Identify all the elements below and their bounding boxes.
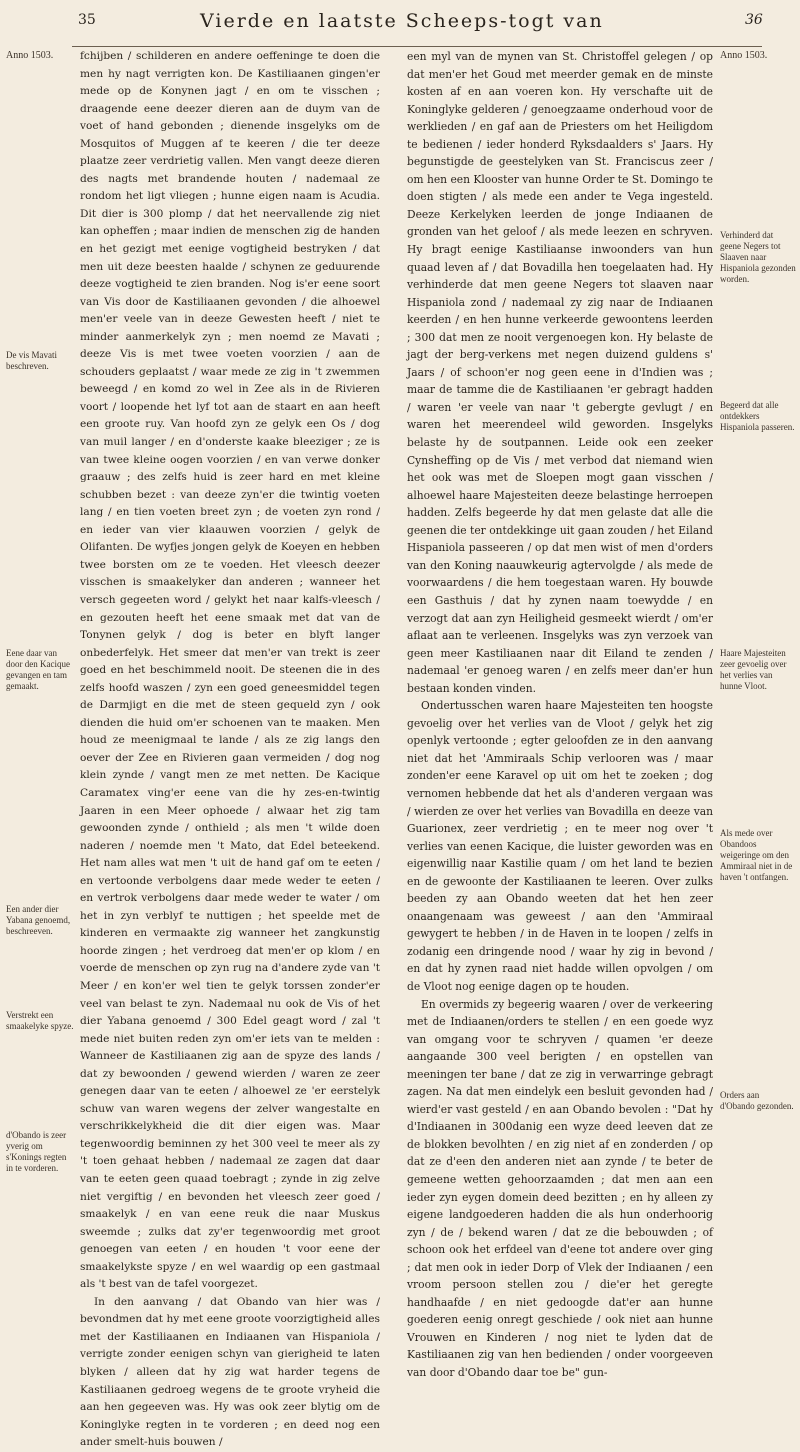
margin-note-vloot: Haare Majesteiten zeer gevoelig over het verlies van hunne Vloot. [720, 648, 787, 691]
right-paragraph-2: Ondertusschen waren haare Majesteiten ten hoogste gevoelig over het verlies van de Vloot / gelyk het zig openlyk vertoonde ; egter geloofden ze in den aanvang niet dat het 'Ammiraals Schip verlooren was / maar zonden'er eene Karavel op uit om het te zoeken ; dog vernomen hebbende dat het als d'anderen vergaan was / wierden ze over het verlies van Bovadilla en deeze van Guarionex, zeer verdrietig ; en te meer nog over 't verlies van eenen Kacique, die luister geworden was en eigenwillig naar Kastilie quam / om het land te bezien en de gewoonte der Kastiliaanen te leeren. Over zulks beeden zy aan Obando weeten dat het hen zeer onaangenaam was geweest / aan den 'Ammiraal gewygert te hebben / in de Haven in te loopen / zelfs in zodanig een dringende nood / waar hy zig in bevond / en dat hy zynen raad niet hadde willen opvolgen / om de Vloot nog eenige dagen op te houden. [407, 699, 713, 993]
left-paragraph-1: fchijben / schilderen en andere oeffeninge te doen die men hy nagt verrigten kon. De Kastiliaanen gingen'er mede op de Konynen jagt / en om te visschen ; draagende eene deezer dieren aan de duym van de voet of hand gebonden ; dienende insgelyks om de Mosquitos of Muggen af te keeren / die ter deeze plaatze zeer verdrietig vallen. Men vangt deeze dieren des nagts met brandende houten / nademaal ze rondom het ligt vliegen ; hunne eigen naam is Acudia. Dit dier is 300 plomp / dat het neervallende zig niet kan opheffen ; maar indien de menschen zig de handen en het gezigt met eenige vogtigheid bestryken / dat men uit deze beesten haalde / schynen ze geduurende deeze vogtigheid te zien branden. Nog is'er eene soort van Vis door de Kastiliaanen gevonden / die alhoewel men'er veele van in deeze Gewesten heeft / niet te minder aanmerkelyk zyn ; men noemd ze Mavati ; deeze Vis is met twee voeten voorzien / aan de schouders geplaatst / waar mede ze zig in 't zwemmen beweegd / en komd zo wel in Zee als in de Rivieren voort / loopende het lyf tot aan de staart en aan heeft een groote ruy. Van hoofd zyn ze gelyk een Os / dog van muil langer / en d'onderste kaake bleeziger ; ze is van twee kleine oogen voorzien / en van verwe donker graauw ; des zelfs huid is zeer hard en met kleine schubben bezet : van deeze zyn'er die twintig voeten lang / en tien voeten breet zyn ; de voeten zyn rond / en ieder van vier klaauwen voorzien / gelyk de Olifanten. De wyfjes jongen gelyk de Koeyen en hebben twee borsten om ze te voeden. Het vleesch deezer visschen is smaakelyker dan anderen ; wanneer het versch gegeeten word / gelykt het naar kalfs-vleesch / en gezouten heeft het eene smaak met dat van de Tonynen gelyk / dog is beter en blyft langer onbederfelyk. Het smeer dat men'er van trekt is zeer goed en het beschimmeld nooit. De steenen die in des zelfs hoofd waszen / zyn een goed geneesmiddel tegen de Darmjigt en die met de steen gequeld zyn / ook dienden die huid om'er schoenen van te maaken. Men houd ze meenigmaal te lande / als ze zig langs den oever der Zee en Rivieren gaan vermeiden / dog nog klein zynde / vangt men ze met netten. De Kacique Caramatex ving'er eene van die hy zes-en-twintig Jaaren in een Meer ophoede / alwaar het zig tam gewoonden zynde / onthield ; als men 't wilde doen naderen / noemde men 't Mato, dat Edel beteekend. Het nam alles wat men 't uit de hand gaf om te eeten / en vertoonde verbolgens daar mede weder te eeten / en vertrok verbolgens daar mede weder te water / om het in zyn verblyf te nuttigen ; het speelde met de kinderen en vermaakte zig wanneer het zangkunstig hoorde zingen ; het verdroeg dat men'er op klom / en voerde de menschen op zyn rug na d'andere zyde van 't Meer / en kon'er wel tien te gelyk torssen zonder'er veel van belast te zyn. Nademaal nu ook de Vis of het dier Yabana genoemd / 300 Edel geagt word / zal 't mede niet buiten reden zyn om'er iets van te melden : Wanneer de Kastiliaanen zig aan de spyze des lands / dat zy bewoonden / gewend wierden / waren ze zeer genegen daar van te eeten / alhoewel ze 'er eerstelyk schuw van waren wegens der zelver wangestalte en verschrikkelykheid die dit dier eigen was. Maar tegenwoordig beminnen zy het 300 veel te meer als zy 't toen gehaat hebben / nademaal ze zagen dat daar van te eeten geen quaad toebragt ; zynde in zig zelve niet vergiftig / en bevonden het vleesch zeer goed / smaakelyk / en van eene reuk die naar Muskus sweemde ; zulks dat zy'er tegenwoordig met groot genoegen van eeten / en houden 't voor eene der smaakelykste spyze / en wel waardig op een gastmaal als 't best van de tafel voorgezet. [80, 50, 380, 1291]
margin-note-year-right: Anno 1503. [720, 50, 768, 61]
right-paragraph-3: En overmids zy begeerig waaren / over de verkeering met de Indiaanen/orders te stellen / en een goede wyz van omgang voor te schryven / quamen 'er deeze aangaande 300 veel berigten / en opstellen van meeningen ter bane / dat ze zig in verwarringe gebragt zagen. Na dat men eindelyk een besluit gevonden had / wierd'er vast gesteld / en aan Obando bevolen : "Dat hy d'Indiaanen in 300danig een wyze deed leeven dat ze de blokken bevolhten / en zig niet af en zonderden / op dat ze d'een den anderen niet aan zynde / te beter de gemeene wetten gehoorzaamden ; dat men aan een ieder zyn eygen domein deed bezitten ; en hy alleen zy eigene landgoederen hadden die als hun onderhoorig zyn / de / bekend waren / dat ze die bebouwden ; of schoon ook het erfdeel van d'eene tot andere over ging ; dat men ook in ieder Dorp of Vlek der Indiaanen / een vroom persoon stellen zou / die'er het geregte handhaafde / en niet gedoogde dat'er aan hunne goederen eenig onregt geschiede / ook niet aan hunne Vrouwen en Kinderen / nog niet te lyden dat de Kastiliaanen zig van hen bedienden / onder voorgeeven van door d'Obando daar toe be" gun- [407, 997, 713, 1380]
margin-note-year-left: Anno 1503. [6, 50, 54, 61]
margin-note-orders: Orders aan d'Obando gezonden. [720, 1090, 794, 1111]
margin-note-obando: d'Obando is zeer yverig om s'Konings regten in te vorderen. [6, 1130, 67, 1173]
margin-note-spyze: Verstrekt een smaakelyke spyze. [6, 1010, 74, 1031]
left-paragraph-2: In den aanvang / dat Obando van hier was / bevondmen dat hy met eene groote voorzigtigheid alles met der Kastiliaanen en Indiaanen van Hispaniola / verrigte zonder eenigen schyn van gierigheid te laten blyken / alleen dat hy zig wat harder tegens de Kastiliaanen gedroeg wegens de te groote vryheid die aan hen gegeeven was. Hy was ook zeer blytig om de Koninglyke regten in te vorderen ; en deed nog een ander smelt-huis bouwen / [80, 1295, 380, 1449]
page-number-right: 36 [745, 12, 763, 28]
margin-note-haven: Als mede over Obandoos weigeringe om den Ammiraal niet in de haven 't ontfangen. [720, 828, 793, 882]
margin-note-negers: Verhinderd dat geene Negers tot Slaaven naar Hispaniola gezonden worden. [720, 230, 796, 284]
right-paragraph-1: een myl van de mynen van St. Christoffel gelegen / op dat men'er het Goud met meerder gemak en de minste kosten af en aan voeren kon. Hy verschafte uit de Koninglyke gelderen / genoegzaame onderhoud voor de werklieden / en gaf aan de Priesters om het Heiligdom te bedienen / ieder honderd Ryksdaalders s' Jaars. Hy begunstigde de geestelyken van St. Franciscus zeer / om hen een Klooster van hunne Order te St. Domingo te doen stigten / als mede een ander te Vega ingesteld. Deeze Kerkelyken leerden de jonge Indiaanen de gronden van het geloof / als mede leezen en schryven. Hy bragt eenige Kastiliaanse inwoonders van hun quaad leven af / dat Bovadilla hen toegelaaten had. Hy verhinderde dat men geene Negers tot slaaven naar Hispaniola zond / nademaal zy zig naar de Indiaanen keerden / en hen hunne verkeerde gewoontens leerden ; 300 dat men ze nooit vergenoegen kon. Hy belaste de jagt der berg-verkens met negen duizend guldens s' Jaars / of schoon'er nog geen eene in d'Indien was ; maar de tamme die de Kastiliaanen 'er gebragt hadden / waren 'er veele van naar 't gebergte gevlugt / en waren het meerendeel wild geworden. Insgelyks belaste hy de soutpannen. Leide ook een zeeker Cynsheffing op de Vis / met verbod dat niemand wien het ook was met de Sloepen mogt gaan visschen / alhoewel haare Majesteiten deeze belastinge herroepen hadden. Zelfs begeerde hy dat men gelaste dat alle die geenen die ter ontdekkinge uit gaan zouden / het Eiland Hispaniola passeeren / op dat men wist of men d'orders van den Koning naauwkeurig agtervolgde / als mede de voorwaardens / die hem toegestaan waren. Hy bouwde een Gasthuis / dat hy zynen naam toewydde / en verzogt dat aan zyn Heiligheid gesmeekt wierdt / om'er aflaat aan te verleenen. Insgelyks was zyn verzoek van geen meer Kastiliaanen naar dit Eiland te zenden / nademaal 'er genoeg waren / en zelfs meer dan'er hun bestaan konden vinden. [407, 50, 713, 695]
header-rule [72, 46, 762, 47]
left-column [80, 48, 380, 1452]
margin-note-mavati: De vis Mavati beschreven. [6, 350, 57, 371]
running-header [0, 12, 800, 46]
margin-note-yabana: Een ander dier Yabana genoemd, beschreeven. [6, 904, 71, 936]
margin-note-kacique: Eene daar van door den Kacique gevangen en tam gemaakt. [6, 648, 70, 691]
margin-note-ontdekkers: Begeerd dat alle ontdekkers Hispaniola passeren. [720, 400, 795, 432]
running-title: Vierde en laatste Scheeps-togt van [200, 10, 604, 32]
right-column [407, 48, 713, 1382]
page-number-left: 35 [78, 12, 96, 28]
